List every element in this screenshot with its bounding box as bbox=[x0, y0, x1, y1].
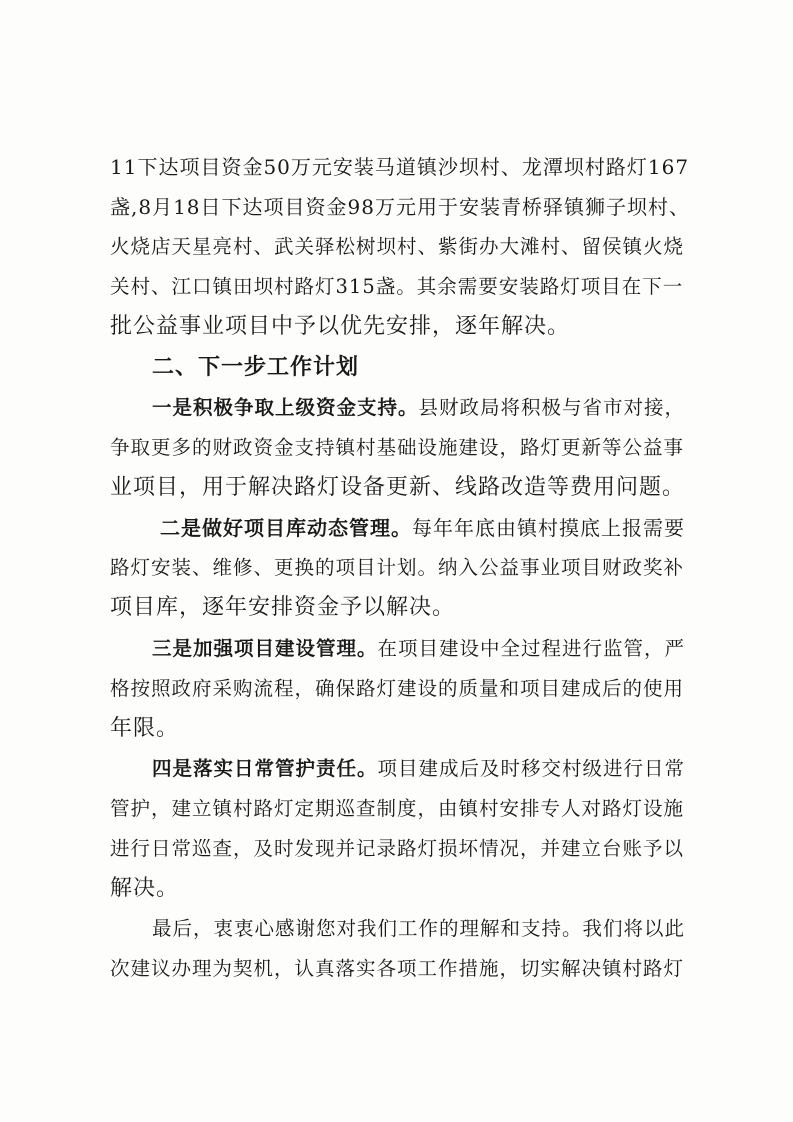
paragraph-first-line bbox=[152, 749, 692, 789]
text-span: 争取更多的财政资金支持镇村基础设施建设，路灯更新等公益事 bbox=[110, 436, 685, 459]
text-line bbox=[110, 307, 690, 347]
text-span: 格按照政府采购流程，确保路灯建设的质量和项目建成后的使用 bbox=[110, 677, 685, 700]
paragraph-first-line bbox=[152, 909, 692, 949]
text-span: 每年年底由镇村摸底上报需要 bbox=[412, 516, 685, 540]
text-span: 11下达项目资金50万元安装马道镇沙坝村、龙潭坝村路灯167 bbox=[110, 155, 690, 179]
text-line bbox=[110, 829, 690, 869]
heading-text: 二、下一步工作计划 bbox=[152, 355, 360, 380]
text-span: 进行日常巡查，及时发现并记录路灯损坏情况，并建立台账予以 bbox=[110, 837, 685, 860]
text-line bbox=[110, 187, 690, 227]
text-span: 盏,8月18日下达项目资金98万元用于安装青桥驿镇狮子坝村、 bbox=[110, 195, 690, 219]
text-span: 解决。 bbox=[110, 876, 180, 901]
text-line bbox=[110, 428, 690, 468]
text-span: 批公益事业项目中予以优先安排，逐年解决。 bbox=[110, 314, 571, 339]
text-line bbox=[110, 588, 690, 628]
text-line bbox=[110, 267, 690, 307]
text-line bbox=[110, 869, 690, 909]
paragraph-lead: 四是落实日常管护责任。 bbox=[152, 757, 378, 780]
paragraph-lead: 二是做好项目库动态管理。 bbox=[160, 516, 412, 540]
paragraph-lead: 三是加强项目建设管理。 bbox=[152, 637, 378, 660]
text-line bbox=[110, 227, 690, 267]
text-line bbox=[110, 709, 690, 749]
paragraph-first-line bbox=[160, 508, 692, 548]
text-line bbox=[110, 468, 690, 508]
section-heading bbox=[152, 348, 692, 388]
text-span: 在项目建设中全过程进行监管，严 bbox=[377, 637, 686, 660]
paragraph-first-line bbox=[152, 629, 692, 669]
text-span: 业项目，用于解决路灯设备更新、线路改造等费用问题。 bbox=[110, 475, 686, 500]
text-line bbox=[110, 548, 690, 588]
text-span: 管护，建立镇村路灯定期巡查制度，由镇村安排专人对路灯设施 bbox=[110, 797, 685, 820]
text-span: 年限。 bbox=[110, 716, 180, 741]
text-line bbox=[110, 147, 690, 187]
text-span: 次建议办理为契机，认真落实各项工作措施，切实解决镇村路灯 bbox=[110, 957, 685, 980]
paragraph-first-line bbox=[152, 388, 692, 428]
text-line bbox=[110, 789, 690, 829]
paragraph-lead: 一是积极争取上级资金支持。 bbox=[152, 396, 419, 419]
text-span: 项目建成后及时移交村级进行日常 bbox=[377, 757, 686, 780]
text-line bbox=[110, 669, 690, 709]
text-span: 路灯安装、维修、更换的项目计划。纳入公益事业项目财政奖补 bbox=[110, 556, 685, 579]
text-span: 县财政局将积极与省市对接， bbox=[418, 396, 686, 419]
text-line bbox=[110, 949, 690, 989]
text-span: 关村、江口镇田坝村路灯315盏。其余需要安装路灯项目在下一 bbox=[110, 275, 684, 298]
text-span: 火烧店天星亮村、武关驿松树坝村、紫街办大滩村、留侯镇火烧 bbox=[110, 235, 685, 258]
text-span: 最后，衷衷心感谢您对我们工作的理解和支持。我们将以此 bbox=[152, 917, 686, 940]
text-span: 项目库，逐年安排资金予以解决。 bbox=[110, 595, 456, 620]
